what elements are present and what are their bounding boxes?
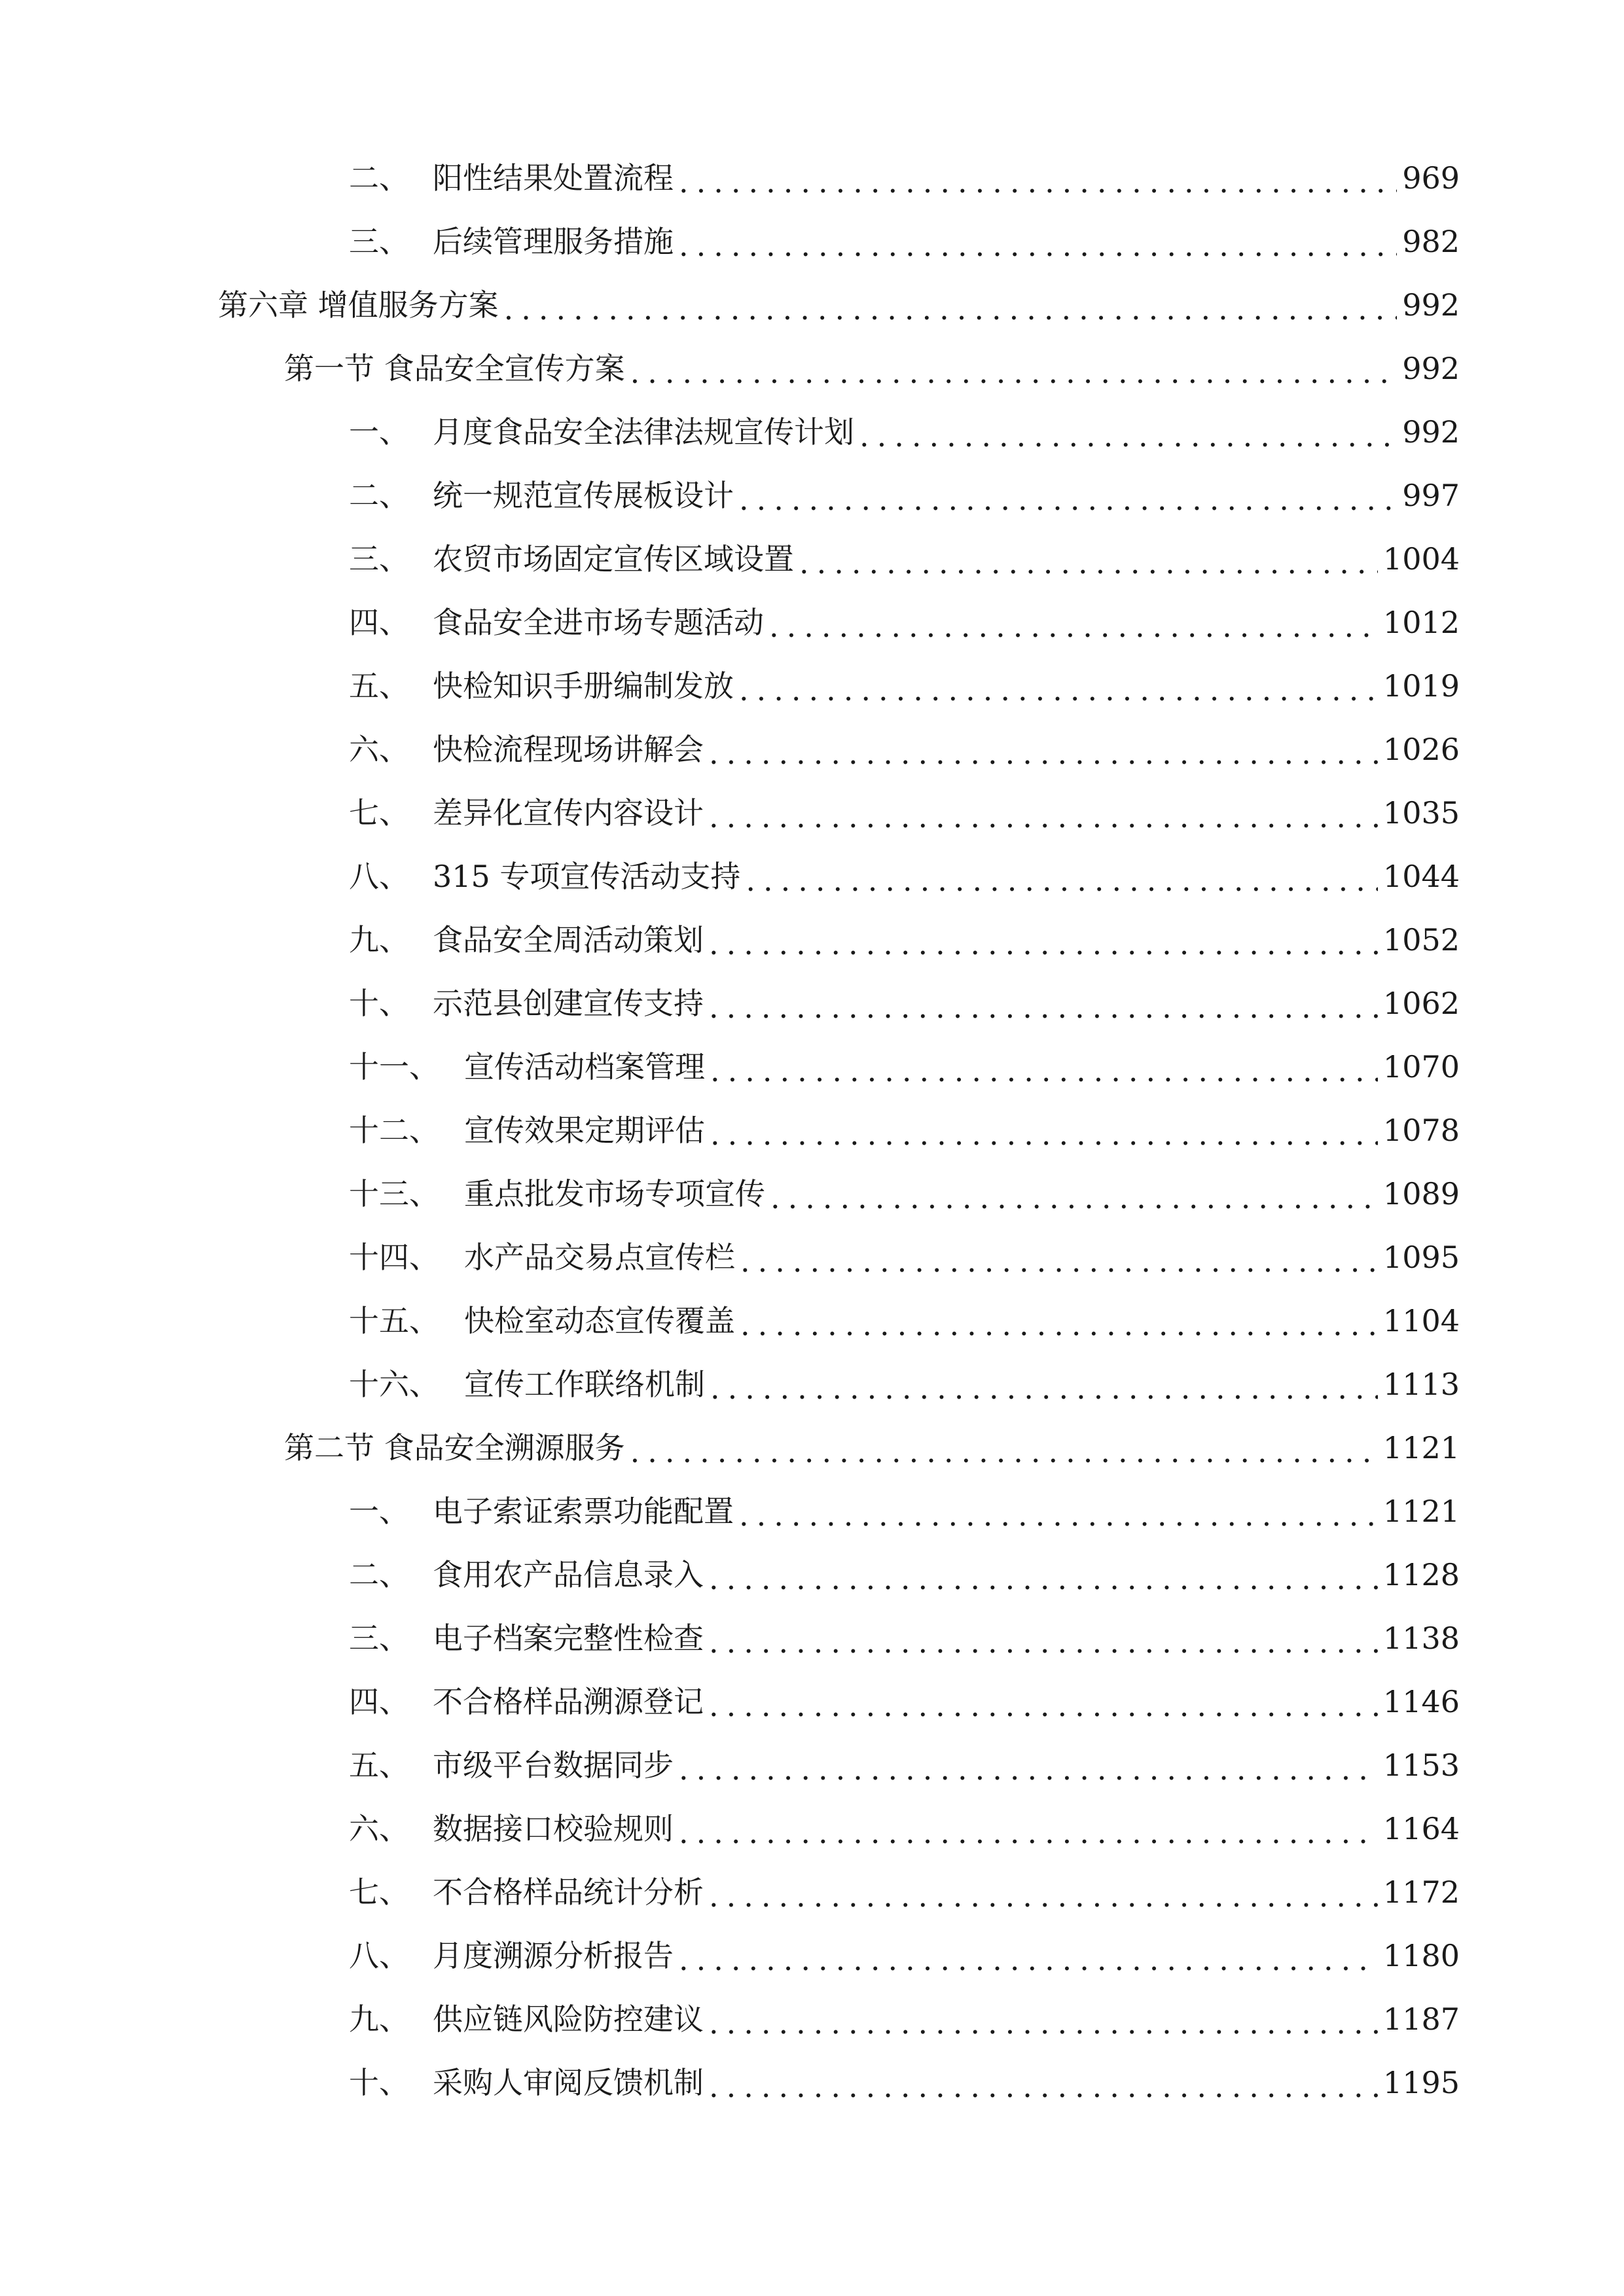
toc-leader-dots (740, 1299, 1378, 1351)
toc-leader-dots (710, 1045, 1378, 1097)
toc-entry-title: 宣传活动档案管理 (464, 1049, 705, 1085)
toc-entry-page: 1089 (1382, 1176, 1460, 1211)
toc-entry-number: 三、 (349, 224, 409, 259)
toc-leader-dots (709, 918, 1378, 970)
toc-entry-page: 1012 (1382, 605, 1460, 640)
toc-leader-dots (679, 1933, 1378, 1986)
toc-entry-number: 二、 (349, 478, 409, 513)
toc-leader-dots (679, 1806, 1378, 1859)
toc-entry-number: 四、 (349, 605, 409, 640)
toc-entry-page: 992 (1402, 287, 1460, 323)
toc-entry-title: 快检流程现场讲解会 (433, 732, 704, 767)
toc-entry-page: 1044 (1382, 859, 1460, 894)
toc-entry-title: 食品安全宣传方案 (384, 351, 625, 386)
toc-entry[interactable] (0, 2056, 1624, 2109)
toc-entry-page: 992 (1402, 351, 1460, 386)
toc-entry-title: 市级平台数据同步 (433, 1748, 674, 1783)
toc-entry-number: 九、 (349, 2001, 409, 2037)
toc-entry-title: 增值服务方案 (317, 287, 499, 323)
toc-entry-title: 宣传工作联络机制 (464, 1367, 705, 1402)
toc-entry[interactable] (0, 406, 1624, 458)
toc-leader-dots (709, 2060, 1378, 2113)
toc-entry-title: 采购人审阅反馈机制 (433, 2065, 704, 2100)
toc-leader-dots (709, 791, 1378, 843)
toc-entry-page: 1095 (1382, 1240, 1460, 1275)
toc-leader-dots (630, 1426, 1378, 1478)
toc-entry-page: 1187 (1382, 2001, 1460, 2037)
toc-leader-dots (859, 410, 1397, 462)
toc-entry-page: 1121 (1382, 1430, 1460, 1465)
toc-entry[interactable] (0, 1739, 1624, 1791)
toc-entry-title: 月度溯源分析报告 (433, 1938, 674, 1973)
toc-entry-page: 1004 (1382, 541, 1460, 577)
toc-entry-page: 1104 (1382, 1303, 1460, 1338)
toc-entry-number: 五、 (349, 1748, 409, 1783)
toc-entry-page: 1113 (1382, 1367, 1460, 1402)
toc-entry-title: 不合格样品溯源登记 (433, 1684, 704, 1719)
toc-entry-page: 992 (1402, 414, 1460, 450)
toc-entry-number: 十三、 (349, 1176, 439, 1211)
toc-entry-number: 一、 (349, 1494, 409, 1529)
toc-leader-dots (746, 854, 1378, 906)
toc-entry-number: 第二节 (284, 1430, 374, 1465)
toc-leader-dots (679, 1743, 1378, 1795)
toc-entry-page: 1121 (1382, 1494, 1460, 1529)
toc-leader-dots (709, 1870, 1378, 1922)
toc-entry-number: 第六章 (218, 287, 308, 323)
toc-entry-page: 969 (1402, 160, 1460, 196)
toc-leader-dots (709, 1679, 1378, 1732)
toc-leader-dots (630, 346, 1398, 399)
toc-entry[interactable] (0, 914, 1624, 966)
toc-entry[interactable] (0, 1358, 1624, 1410)
toc-entry-title: 食品安全进市场专题活动 (433, 605, 764, 640)
toc-entry-title: 月度食品安全法律法规宣传计划 (433, 414, 854, 450)
toc-entry-number: 六、 (349, 732, 409, 767)
toc-entry-number: 六、 (349, 1811, 409, 1846)
toc-entry-number: 一、 (349, 414, 409, 450)
toc-entry-page: 982 (1402, 224, 1460, 259)
toc-entry-number: 十一、 (349, 1049, 439, 1085)
toc-entry[interactable] (0, 279, 1624, 331)
toc-entry-title: 快检知识手册编制发放 (433, 668, 734, 704)
toc-entry-title: 示范县创建宣传支持 (433, 986, 704, 1021)
toc-entry-page: 1128 (1382, 1557, 1460, 1592)
toc-entry-title: 不合格样品统计分析 (433, 1874, 704, 1910)
toc-entry[interactable] (0, 1676, 1624, 1728)
toc-entry-page: 1146 (1382, 1684, 1460, 1719)
toc-entry-page: 1078 (1382, 1113, 1460, 1148)
toc-entry-number: 九、 (349, 922, 409, 958)
toc-leader-dots (679, 156, 1397, 208)
toc-leader-dots (679, 219, 1397, 272)
toc-entry[interactable] (0, 1993, 1624, 2045)
toc-entry[interactable] (0, 152, 1624, 204)
toc-entry[interactable] (0, 596, 1624, 649)
toc-entry-page: 1138 (1382, 1621, 1460, 1656)
toc-leader-dots (739, 664, 1378, 716)
toc-entry[interactable] (0, 1549, 1624, 1601)
toc-entry-number: 十六、 (349, 1367, 439, 1402)
toc-entry-page: 997 (1402, 478, 1460, 513)
toc-entry-title: 食品安全溯源服务 (384, 1430, 625, 1465)
toc-entry-number: 五、 (349, 668, 409, 704)
toc-entry-title: 农贸市场固定宣传区域设置 (433, 541, 794, 577)
toc-leader-dots (709, 1552, 1378, 1605)
toc-entry-number: 七、 (349, 795, 409, 831)
toc-entry[interactable] (0, 342, 1624, 395)
toc-entry[interactable] (0, 1929, 1624, 1982)
toc-entry-number: 十、 (349, 2065, 409, 2100)
toc-entry-number: 四、 (349, 1684, 409, 1719)
toc-entry[interactable] (0, 787, 1624, 839)
toc-entry[interactable] (0, 660, 1624, 712)
toc-entry-number: 十二、 (349, 1113, 439, 1148)
toc-entry[interactable] (0, 1231, 1624, 1283)
toc-entry[interactable] (0, 1485, 1624, 1537)
toc-entry-title: 水产品交易点宣传栏 (464, 1240, 735, 1275)
toc-entry-number: 二、 (349, 160, 409, 196)
toc-entry-page: 1052 (1382, 922, 1460, 958)
toc-leader-dots (739, 473, 1397, 526)
toc-entry-number: 七、 (349, 1874, 409, 1910)
toc-entry-page: 1070 (1382, 1049, 1460, 1085)
toc-entry-title: 315 专项宣传活动支持 (433, 859, 741, 894)
toc-leader-dots (799, 537, 1378, 589)
toc-entry-page: 1019 (1382, 668, 1460, 704)
toc-entry[interactable] (0, 1168, 1624, 1220)
toc-entry-number: 三、 (349, 1621, 409, 1656)
toc-entry-title: 食品安全周活动策划 (433, 922, 704, 958)
toc-entry[interactable] (0, 469, 1624, 522)
toc-entry[interactable] (0, 1803, 1624, 1855)
toc-entry-page: 1195 (1382, 2065, 1460, 2100)
toc-entry-page: 1164 (1382, 1811, 1460, 1846)
toc-entry-title: 阳性结果处置流程 (433, 160, 674, 196)
toc-leader-dots (740, 1235, 1378, 1287)
toc-entry[interactable] (0, 1295, 1624, 1347)
toc-entry-title: 差异化宣传内容设计 (433, 795, 704, 831)
toc-entry-number: 三、 (349, 541, 409, 577)
toc-entry-title: 供应链风险防控建议 (433, 2001, 704, 2037)
toc-entry[interactable] (0, 850, 1624, 903)
toc-entry-number: 八、 (349, 1938, 409, 1973)
toc-entry-title: 重点批发市场专项宣传 (464, 1176, 765, 1211)
toc-leader-dots (709, 981, 1378, 1033)
toc-entry[interactable] (0, 215, 1624, 268)
toc-entry-page: 1035 (1382, 795, 1460, 831)
toc-entry[interactable] (0, 723, 1624, 776)
toc-leader-dots (709, 727, 1378, 780)
toc-entry[interactable] (0, 1104, 1624, 1157)
toc-entry-page: 1026 (1382, 732, 1460, 767)
toc-leader-dots (709, 1997, 1378, 2049)
toc-entry[interactable] (0, 1612, 1624, 1664)
toc-entry-number: 二、 (349, 1557, 409, 1592)
toc-entry-title: 后续管理服务措施 (433, 224, 674, 259)
toc-entry-title: 电子档案完整性检查 (433, 1621, 704, 1656)
toc-entry-number: 第一节 (284, 351, 374, 386)
toc-entry-page: 1062 (1382, 986, 1460, 1021)
toc-leader-dots (769, 600, 1378, 653)
toc-leader-dots (739, 1489, 1378, 1541)
toc-entry[interactable] (0, 533, 1624, 585)
toc-entry-page: 1153 (1382, 1748, 1460, 1783)
toc-entry-title: 电子索证索票功能配置 (433, 1494, 734, 1529)
toc-entry[interactable] (0, 1041, 1624, 1093)
toc-entry-number: 十四、 (349, 1240, 439, 1275)
toc-entry[interactable] (0, 1866, 1624, 1918)
toc-leader-dots (504, 283, 1398, 335)
toc-entry[interactable] (0, 1422, 1624, 1474)
toc-entry[interactable] (0, 977, 1624, 1030)
toc-leader-dots (770, 1172, 1378, 1224)
toc-leader-dots (710, 1108, 1378, 1160)
toc-leader-dots (710, 1362, 1378, 1414)
toc-entry-title: 统一规范宣传展板设计 (433, 478, 734, 513)
toc-entry-page: 1180 (1382, 1938, 1460, 1973)
toc-entry-title: 数据接口校验规则 (433, 1811, 674, 1846)
toc-entry-page: 1172 (1382, 1874, 1460, 1910)
toc-entry-title: 食用农产品信息录入 (433, 1557, 704, 1592)
toc-leader-dots (709, 1616, 1378, 1668)
toc-entry-number: 十、 (349, 986, 409, 1021)
toc-entry-number: 十五、 (349, 1303, 439, 1338)
toc-entry-number: 八、 (349, 859, 409, 894)
toc-entry-title: 快检室动态宣传覆盖 (464, 1303, 735, 1338)
toc-entry-title: 宣传效果定期评估 (464, 1113, 705, 1148)
